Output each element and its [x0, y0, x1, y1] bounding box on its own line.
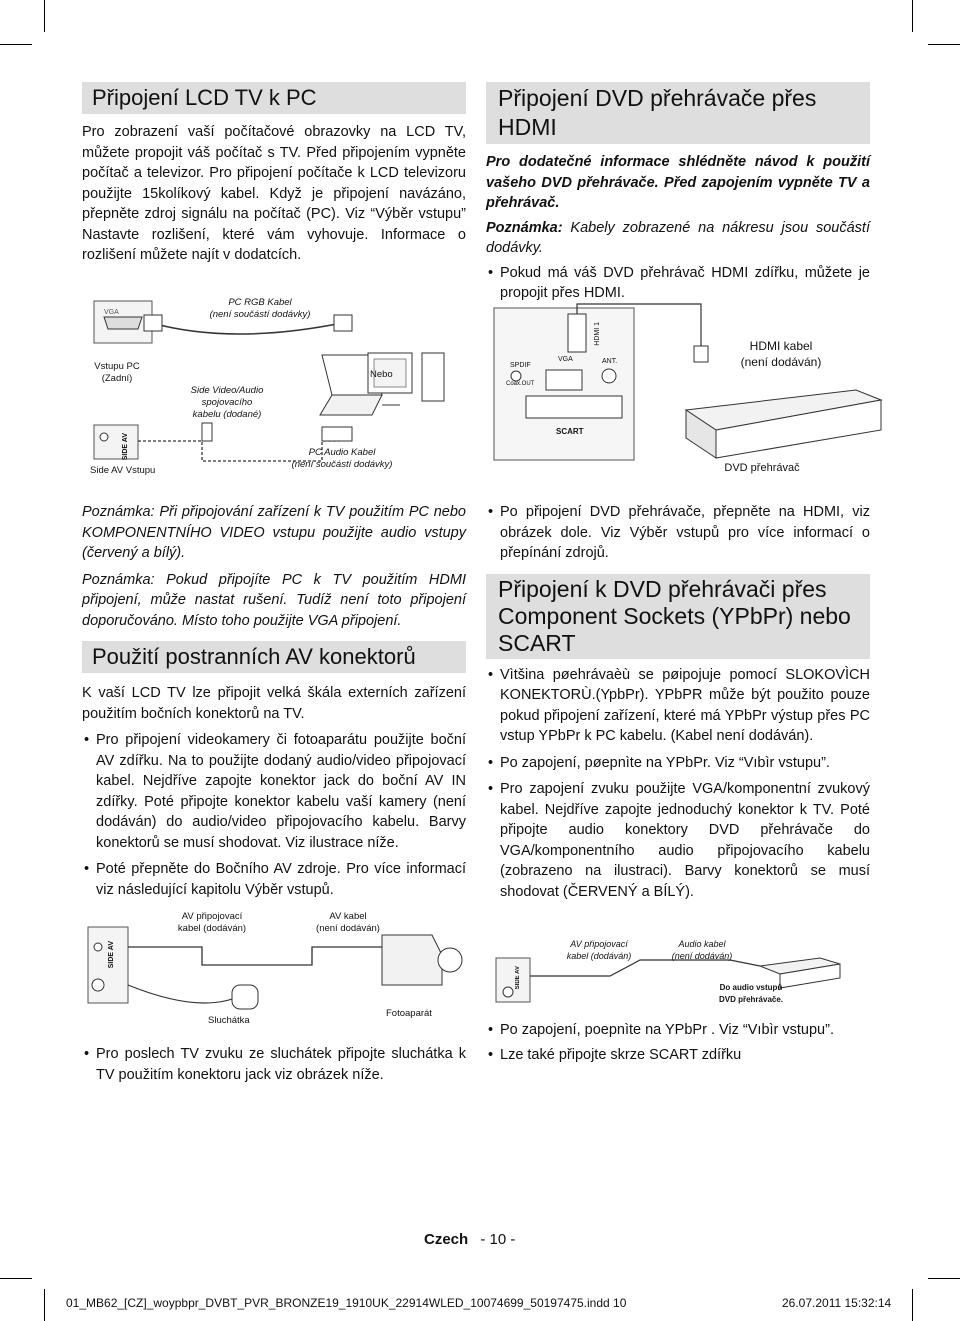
camera-label: Fotoaparát	[386, 1008, 432, 1019]
comp-bullet: • Po zapojení, pøepnìte na YPbPr. Viz “Vıbìr vstupu”.	[486, 753, 870, 774]
side-cable-2: spojovacího	[201, 397, 253, 408]
note-1: Poznámka: Při připojování zařízení k TV použitím PC nebo KOMPONENTNÍHO VIDEO vstupu použijte audio vstupy (červený a bílý).	[82, 504, 466, 561]
headphone-section	[82, 1044, 466, 1085]
av-kabel-label	[310, 911, 386, 935]
crop-mark	[0, 1278, 32, 1279]
hdmi-bullet: • Pokud má váš DVD přehrávač HDMI zdířku, můžete je propojit přes HDMI.	[486, 263, 870, 304]
hdmi-cable-label	[726, 338, 836, 370]
comp-side-av-label: SIDE AV	[515, 966, 521, 990]
vstupu-pc-label	[82, 361, 152, 385]
comp-bullet: • Pro zapojení zvuku použijte VGA/komponentní zvukový kabel. Nejdříve zapojte jednoduchý konektor k TV. Poté připojte audio konektory DVD přehrávače do VGA/komponentního audio připojovacího kabelu (zobrazeno na ilustraci). Barvy konektorů se musí shodovat (ČERVENÝ a BÍLÝ).	[486, 779, 870, 902]
hdmi-note-label: Poznámka:	[486, 219, 563, 236]
side-paragraph: K vaší LCD TV lze připojit velká škála externích zařízení použitím bočních konektorů na TV.	[82, 685, 466, 722]
hdmi-vga-label: VGA	[558, 356, 573, 363]
headphone-bullet-list	[82, 1044, 466, 1085]
final-bullet-list	[486, 1020, 870, 1065]
dvd-label: DVD přehrávač	[724, 462, 800, 474]
side-cable-1: Side Video/Audio	[190, 385, 264, 396]
side-av-label: SIDE AV	[122, 433, 129, 461]
hdmi-connection-figure	[486, 300, 886, 480]
crop-mark	[912, 0, 913, 32]
date-slug: 26.07.2011 15:32:14	[782, 1296, 892, 1310]
final-bullet: • Po zapojení, poepnìte na YPbPr . Viz “Vıbìr vstupu”.	[486, 1020, 870, 1041]
page-number: - 10 -	[480, 1231, 516, 1248]
side-heading: Použití postranních AV konektorů	[82, 641, 466, 673]
comp-av-cable-2: kabel (dodáván)	[566, 951, 632, 961]
comp-bullet-list	[486, 665, 870, 903]
hdmi-note	[486, 218, 870, 259]
headphone-bullet: • Pro poslech TV zvuku ze sluchátek připojte sluchátka k TV použitím konektoru jack viz obrázek níže.	[82, 1044, 466, 1085]
headphones-label: Sluchátka	[208, 1015, 250, 1026]
comp-audio-cable-1: Audio kabel	[678, 939, 726, 949]
ant-label: ANT.	[602, 358, 618, 365]
hdmi-section	[486, 82, 870, 304]
crop-mark	[44, 1289, 45, 1321]
side-av-section	[82, 502, 466, 900]
component-figure	[490, 930, 850, 1010]
side-bullet: • Pro připojení videokamery či fotoaparátu použijte boční AV zdířku. Na to použijte dodaný audio/video připojovací kabel. Nejdříve zapojte konektor jack do boční AV IN zdířky. Poté připojte konektor kabelu vaší kamery (není dodáván) do audio/video připojovacího kabelu. Barvy konektorů se musí shodovat. Viz ilustrace níže.	[82, 730, 466, 853]
comp-av-cable-1: AV připojovací	[570, 939, 628, 949]
pc-audio-cable-label	[282, 447, 402, 471]
nebo-label: Nebo	[370, 369, 393, 380]
hdmi-connection-drawing	[486, 300, 886, 480]
crop-mark	[0, 44, 32, 45]
camera-figure	[82, 905, 482, 1030]
side-cable-label	[182, 385, 272, 421]
rgb-cable: PC RGB Kabel	[228, 297, 292, 308]
page-footer	[424, 1231, 515, 1248]
coax-label: Coax.OUT	[506, 381, 535, 387]
av-cable-1: AV připojovací	[181, 911, 243, 922]
final-section	[486, 1020, 870, 1065]
av-kabel-2: (není dodáván)	[316, 923, 380, 934]
vstupu-pc: Vstupu PC	[94, 361, 140, 372]
hdmi-bullet-list-2	[486, 502, 870, 564]
crop-mark	[928, 1278, 960, 1279]
pc-audio-cable-note: (není součástí dodávky)	[291, 459, 393, 470]
av-cable-2: kabel (dodáván)	[177, 923, 247, 934]
hdmi-bullet-2: • Po připojení DVD přehrávače, přepněte na HDMI, viz obrázek dole. Viz Výběr vstupů pro více informací o přepínání zdrojů.	[486, 502, 870, 564]
hdmi-heading: Připojení DVD přehrávače přes HDMI	[486, 82, 870, 144]
comp-audio-cable-label	[662, 938, 742, 962]
rgb-cable-label	[190, 297, 330, 321]
to-dvd-2: DVD přehrávače.	[718, 995, 784, 1004]
hdmi1-label: HDMI 1	[594, 322, 601, 346]
hdmi-cable: HDMI kabel	[749, 339, 813, 353]
comp-bullet: • Vìtšina pøehrávaèù se pøipojuje pomocí SLOKOVÌCH KONEKTORÙ.(YpbPr). YPbPR může být použito pouze pokud připojení zařízení, které má YPbPr výstup přes PC vstup YPbPr k PC kabelu. (Kabel není dodáván).	[486, 665, 870, 747]
pc-connection-figure	[82, 295, 482, 480]
pc-paragraph: Pro zobrazení vaší počítačové obrazovky na LCD TV, můžete propojit váš počítač s TV. Před připojením vypněte počítač a televizor. Pro připojení počítače k LCD televizoru použijte 15kolíkový kabel. Když je připojení navázáno, přepněte zdroj signálu na počítač (PC). Viz “Výběr vstupu” Nastavte rozlišení, které vám vyhovuje. Informace o rozlišení můžete najít v dodatcích.	[82, 124, 466, 263]
pc-audio-cable: PC Audio Kabel	[308, 447, 376, 458]
component-section	[486, 502, 870, 902]
av-cable-label	[162, 911, 262, 935]
hdmi-bullet-list	[486, 263, 870, 304]
rgb-cable-note: (není součástí dodávky)	[209, 309, 311, 320]
hdmi-cable-note: (není dodáván)	[740, 355, 822, 369]
note-2: Poznámka: Pokud připojíte PC k TV použitím HDMI připojení, může nastat rušení. Tudíž není toto připojení doporučováno. Místo toho použijte VGA připojení.	[82, 571, 466, 629]
side-av-vstupu-label: Side AV Vstupu	[90, 465, 156, 476]
scart-label: SCART	[556, 427, 584, 436]
comp-av-cable-label	[554, 938, 644, 962]
final-bullet: • Lze také připojte skrze SCART zdířku	[486, 1045, 870, 1066]
zadni: (Zadní)	[101, 373, 133, 384]
crop-mark	[912, 1289, 913, 1321]
vga-label: VGA	[104, 309, 119, 316]
pc-section	[82, 82, 466, 266]
av-kabel-1: AV kabel	[329, 911, 367, 922]
side-bullet-list	[82, 730, 466, 900]
spdif-label: SPDIF	[510, 362, 531, 369]
hdmi-intro: Pro dodatečné informace shlédněte návod k použití vašeho DVD přehrávače. Před zapojením vypněte TV a přehrávač.	[486, 154, 870, 211]
camera-side-av-label: SIDE AV	[108, 941, 115, 969]
to-dvd-label	[706, 982, 796, 1006]
side-cable-3: kabelu (dodané)	[192, 409, 262, 420]
crop-mark	[928, 44, 960, 45]
comp-audio-cable-2: (není dodáván)	[671, 951, 733, 961]
hdmi-note-text: Kabely zobrazené na nákresu jsou součástí dodávky.	[486, 219, 870, 256]
crop-mark	[44, 0, 45, 32]
language-label: Czech	[424, 1231, 469, 1248]
comp-heading: Připojení k DVD přehrávači přes Component Sockets (YPbPr) nebo SCART	[486, 574, 870, 659]
side-bullet: • Poté přepněte do Bočního AV zdroje. Pro více informací viz následující kapitolu Výběr vstupů.	[82, 859, 466, 900]
to-dvd-1: Do audio vstupů	[719, 983, 783, 992]
pc-heading: Připojení LCD TV k PC	[82, 82, 466, 114]
file-slug: 01_MB62_[CZ]_woypbpr_DVBT_PVR_BRONZE19_1910UK_22914WLED_10074699_50197475.indd 10	[66, 1296, 627, 1310]
